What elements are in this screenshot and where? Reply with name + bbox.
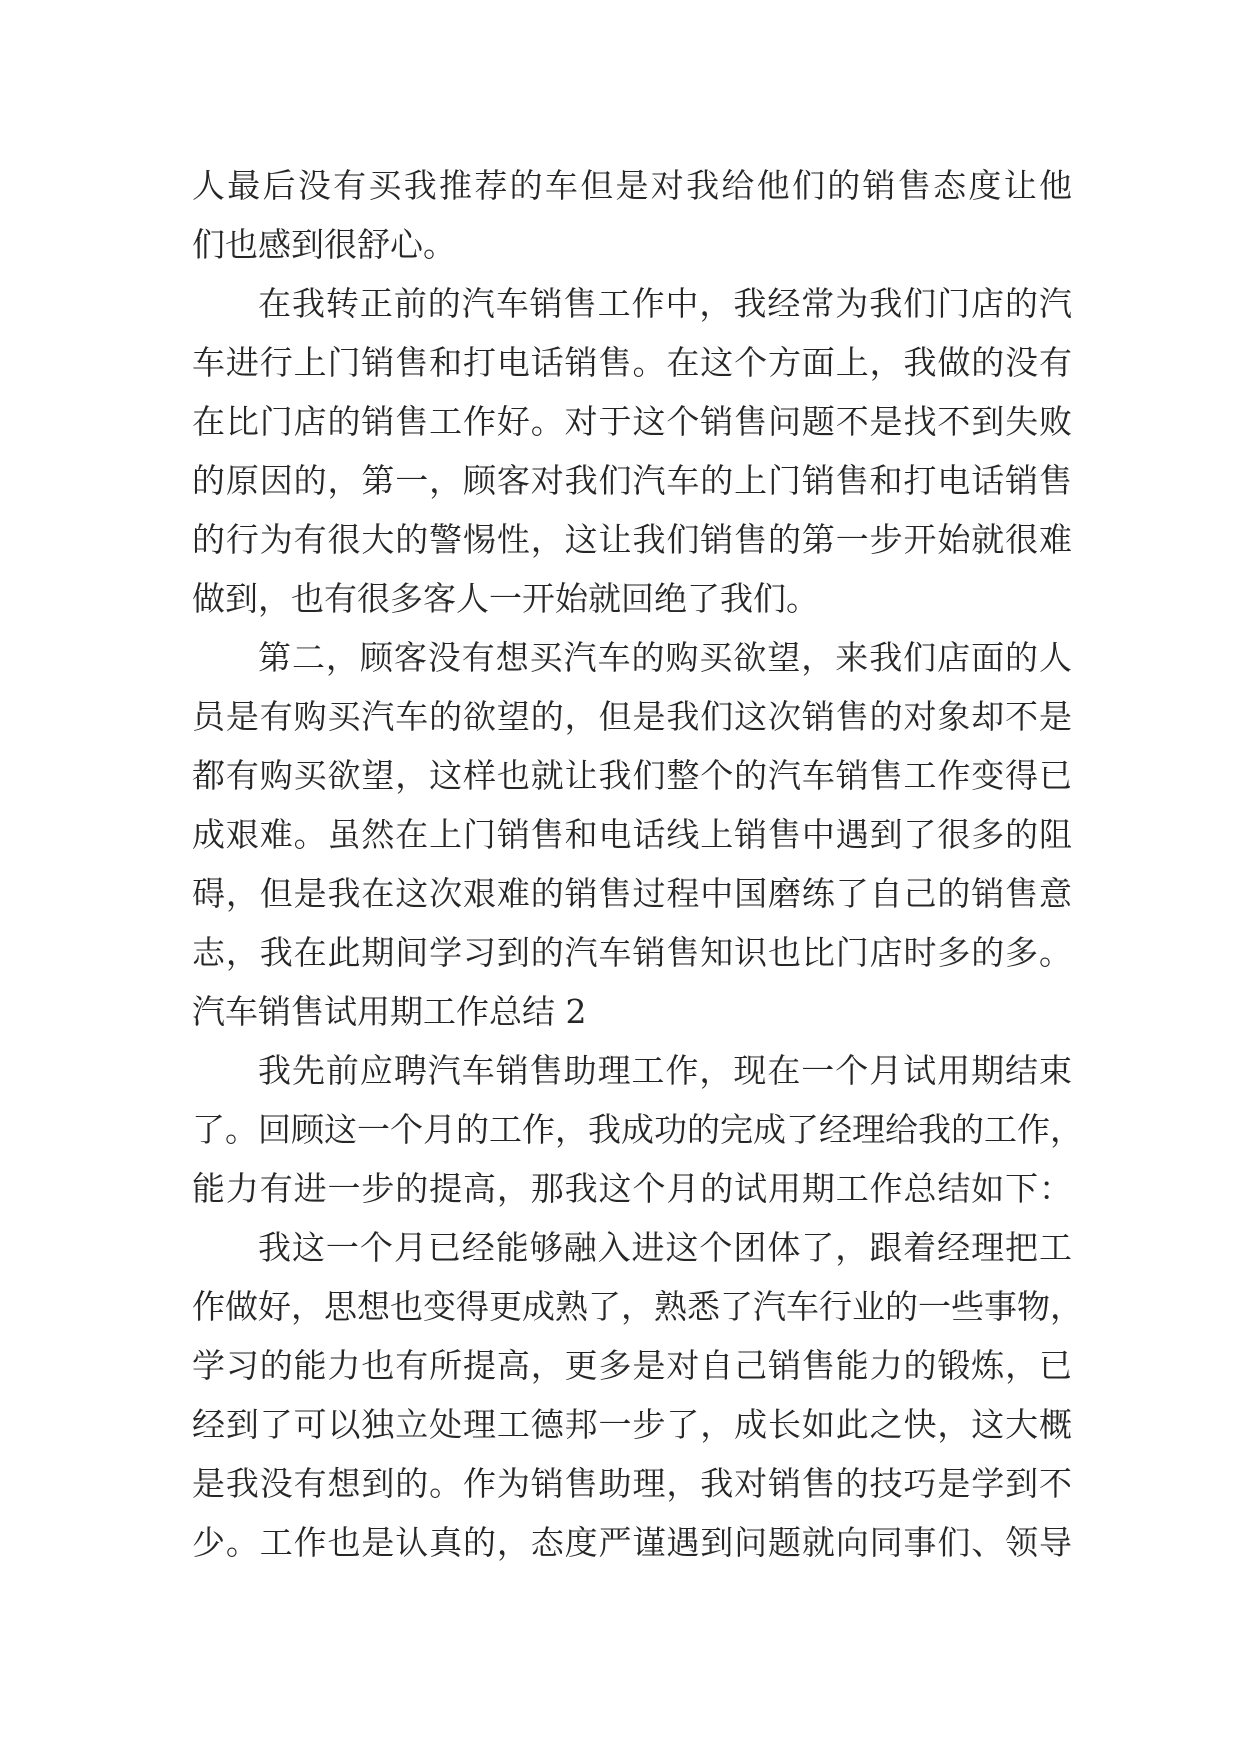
paragraph-line: 经到了可以独立处理工德邦一步了，成长如此之快，这大概 bbox=[192, 1405, 1072, 1444]
section-heading: 汽车销售试用期工作总结 2 bbox=[192, 992, 587, 1031]
paragraph-line: 少。工作也是认真的，态度严谨遇到问题就向同事们、领导 bbox=[192, 1523, 1072, 1562]
paragraph-line: 能力有进一步的提高，那我这个月的试用期工作总结如下： bbox=[192, 1169, 1072, 1208]
paragraph-line: 的行为有很大的警惕性，这让我们销售的第一步开始就很难 bbox=[192, 520, 1072, 559]
paragraph-line: 员是有购买汽车的欲望的，但是我们这次销售的对象却不是 bbox=[192, 697, 1072, 736]
document-body bbox=[192, 156, 1083, 1572]
paragraph-line: 们也感到很舒心。 bbox=[192, 225, 456, 264]
paragraph-line: 人最后没有买我推荐的车但是对我给他们的销售态度让他 bbox=[192, 166, 1072, 205]
paragraph-line: 在我转正前的汽车销售工作中，我经常为我们门店的汽 bbox=[258, 284, 1072, 323]
paragraph-line: 学习的能力也有所提高，更多是对自己销售能力的锻炼，已 bbox=[192, 1346, 1072, 1385]
paragraph-line: 做到，也有很多客人一开始就回绝了我们。 bbox=[192, 579, 819, 618]
paragraph-line: 在比门店的销售工作好。对于这个销售问题不是找不到失败 bbox=[192, 402, 1072, 441]
paragraph-line: 碍，但是我在这次艰难的销售过程中国磨练了自己的销售意 bbox=[192, 874, 1072, 913]
paragraph-line: 的原因的，第一，顾客对我们汽车的上门销售和打电话销售 bbox=[192, 461, 1072, 500]
paragraph-line: 作做好，思想也变得更成熟了，熟悉了汽车行业的一些事物， bbox=[192, 1287, 1083, 1326]
paragraph-line: 第二，顾客没有想买汽车的购买欲望，来我们店面的人 bbox=[258, 638, 1072, 677]
paragraph-line: 我先前应聘汽车销售助理工作，现在一个月试用期结束 bbox=[258, 1051, 1072, 1090]
paragraph-line: 成艰难。虽然在上门销售和电话线上销售中遇到了很多的阻 bbox=[192, 815, 1072, 854]
paragraph-line: 都有购买欲望，这样也就让我们整个的汽车销售工作变得已 bbox=[192, 756, 1072, 795]
paragraph-line: 我这一个月已经能够融入进这个团体了，跟着经理把工 bbox=[258, 1228, 1072, 1267]
paragraph-line: 车进行上门销售和打电话销售。在这个方面上，我做的没有 bbox=[192, 343, 1072, 382]
paragraph-line: 志，我在此期间学习到的汽车销售知识也比门店时多的多。 bbox=[192, 933, 1072, 972]
paragraph-line: 是我没有想到的。作为销售助理，我对销售的技巧是学到不 bbox=[192, 1464, 1072, 1503]
paragraph-line: 了。回顾这一个月的工作，我成功的完成了经理给我的工作， bbox=[192, 1110, 1083, 1149]
